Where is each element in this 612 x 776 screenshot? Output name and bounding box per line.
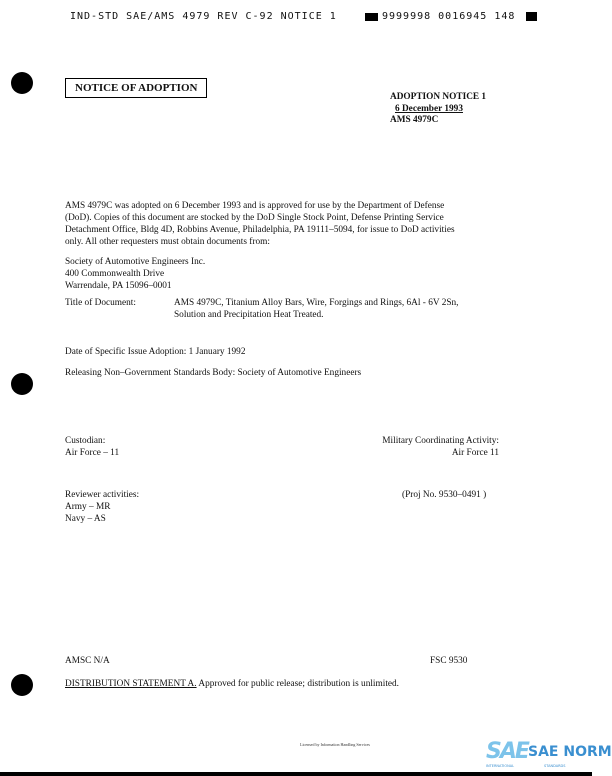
barcode-mark <box>526 12 537 21</box>
project-number: (Proj No. 9530–0491 ) <box>402 490 487 500</box>
custodian <box>65 435 119 459</box>
logo-sub: INTERNATIONAL <box>486 764 515 768</box>
header-id: IND-STD SAE/AMS 4979 REV C-92 NOTICE 1 <box>70 11 337 22</box>
military-value: Air Force 11 <box>451 448 499 458</box>
address-line: 400 Commonwealth Drive <box>65 269 165 279</box>
punch-hole-icon <box>11 72 33 94</box>
logo-name: SAE NORM <box>528 744 612 760</box>
paragraph-line: (DoD). Copies of this document are stocked by the DoD Single Stock Point, Defense Printing Service <box>65 213 444 223</box>
punch-hole-icon <box>11 674 33 696</box>
address-line: Warrendale, PA 15096–0001 <box>65 281 172 291</box>
notice-title-box: NOTICE OF ADOPTION <box>65 78 207 98</box>
address-line: Society of Automotive Engineers Inc. <box>65 257 206 267</box>
reviewer-item: Army – MR <box>65 502 111 512</box>
military-activity <box>382 435 499 459</box>
scan-edge <box>0 772 592 776</box>
punch-hole-icon <box>11 373 33 395</box>
body-paragraph <box>65 200 455 248</box>
reviewer-item: Navy – AS <box>65 514 106 524</box>
header-code: 9999998 0016945 148 <box>382 11 516 22</box>
paragraph-line: Detachment Office, Bldg 4D, Robbins Avenue, Philadelphia, PA 19111–5094, for issue to DoD activities <box>65 225 455 235</box>
fsc: FSC 9530 <box>430 656 468 666</box>
sae-norm-logo <box>486 739 612 772</box>
adoption-doc: AMS 4979C <box>390 115 439 125</box>
reviewer <box>65 489 139 525</box>
adoption-notice: ADOPTION NOTICE 1 <box>390 92 487 102</box>
paragraph-line: only. All other requesters must obtain documents from: <box>65 237 270 247</box>
title-line: Solution and Precipitation Heat Treated. <box>174 310 324 320</box>
logo-sub2: STANDARDS <box>544 764 566 768</box>
amsc: AMSC N/A <box>65 656 110 666</box>
address <box>65 256 205 292</box>
barcode-mark <box>365 13 378 21</box>
reviewer-label: Reviewer activities: <box>65 490 140 500</box>
adoption-date: 6 December 1993 <box>395 104 463 114</box>
footer-note: Licensed by Information Handling Services <box>300 742 370 747</box>
title-line: AMS 4979C, Titanium Alloy Bars, Wire, Forgings and Rings, 6Al - 6V 2Sn, <box>174 298 459 308</box>
distribution-label: DISTRIBUTION STATEMENT A. <box>65 679 197 689</box>
document-title <box>174 297 459 321</box>
paragraph-line: AMS 4979C was adopted on 6 December 1993 and is approved for use by the Department of Defense <box>65 201 445 211</box>
logo-mark: SAE <box>486 739 528 764</box>
custodian-value: Air Force – 11 <box>65 448 120 458</box>
releasing-body: Releasing Non–Government Standards Body: Society of Automotive Engineers <box>65 368 362 378</box>
distribution-statement <box>65 678 399 690</box>
title-label: Title of Document: <box>65 298 136 308</box>
military-label: Military Coordinating Activity: <box>382 436 499 446</box>
distribution-text: Approved for public release; distribution is unlimited. <box>196 679 400 689</box>
issue-date: Date of Specific Issue Adoption: 1 January 1992 <box>65 347 246 357</box>
custodian-label: Custodian: <box>65 436 106 446</box>
